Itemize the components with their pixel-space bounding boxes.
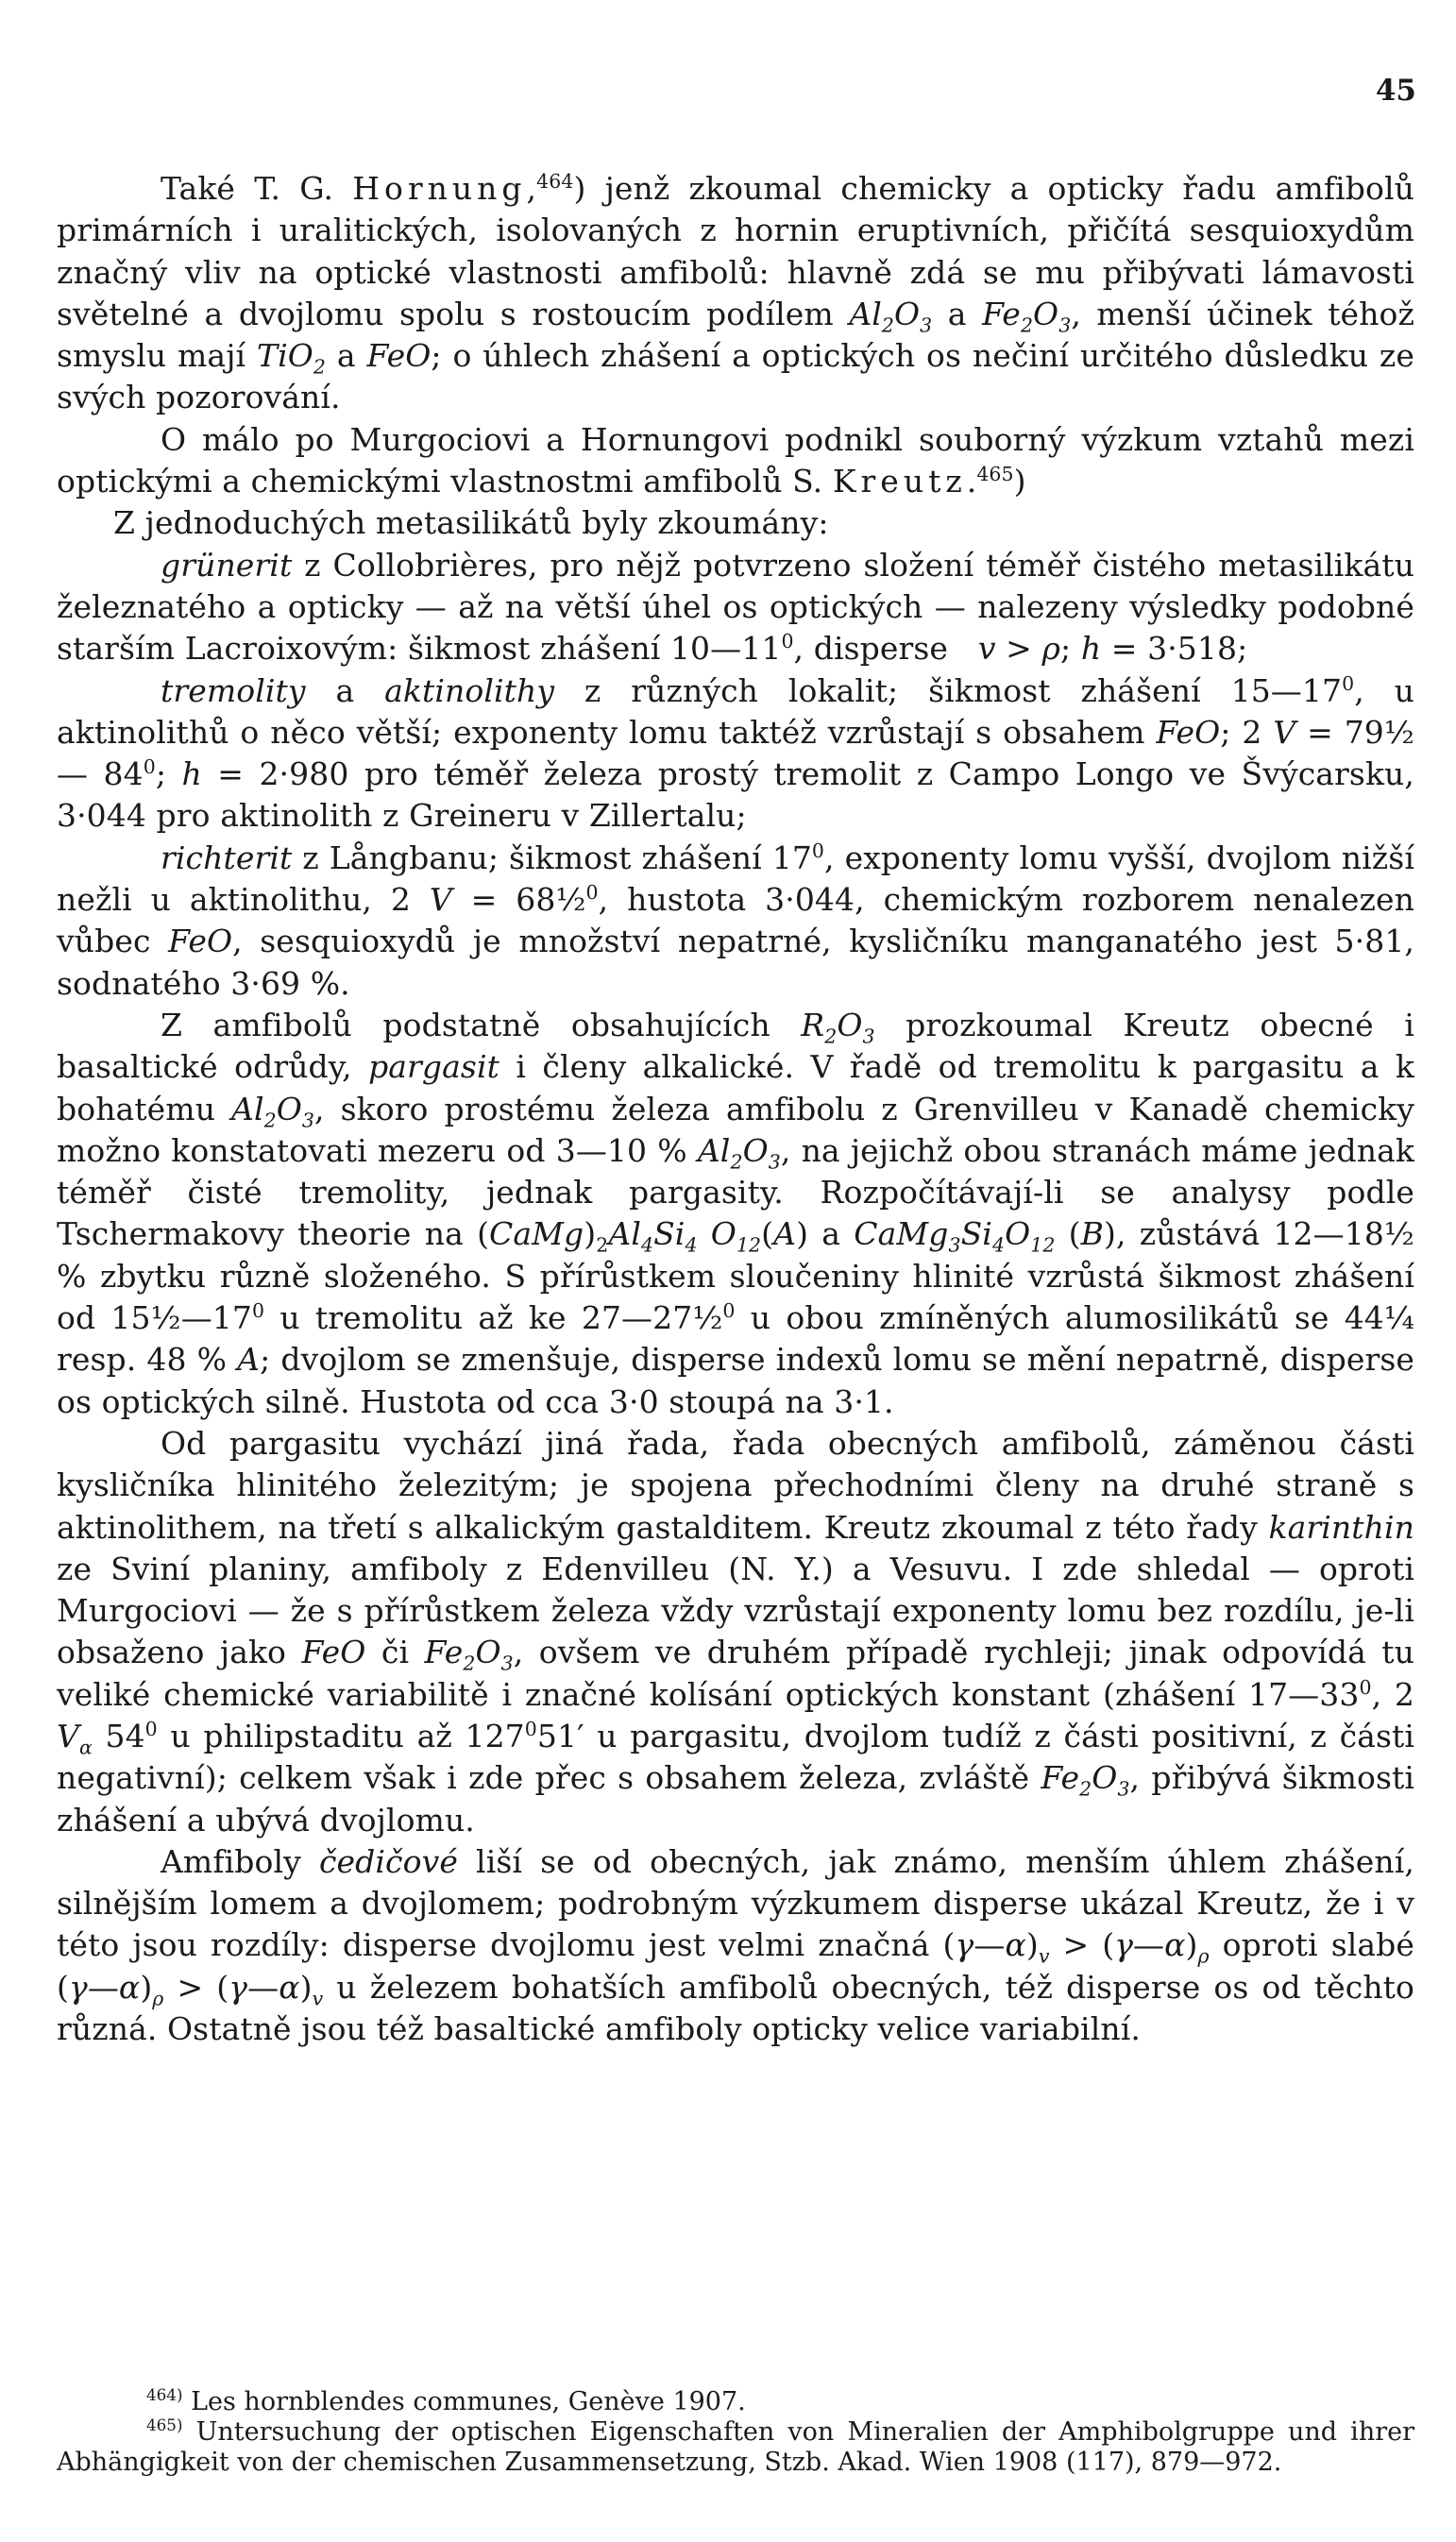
footnote-mark: 464) — [146, 2385, 183, 2404]
paragraph-tremolity: tremolity a aktinolithy z různých lokalit; šikmost zhášení $15—17^0$, u aktinolithů o něco větší; exponenty lomu taktéž vzrůstají s obsahem FeO; 2 V = 79½ — $84^0$; h = 2·980 pro téměř železa prostý tremolit z Campo Longo ve Švýcarsku, 3·044 pro aktinolith z Greineru v Zillertalu; — [57, 671, 1414, 835]
footnote-465 — [57, 2417, 1414, 2478]
paragraph-metasilikaty: Z jednoduchých metasilikátů byly zkoumány: — [113, 504, 829, 542]
footnote-text: Les hornblendes communes, Genève 1907. — [191, 2387, 746, 2416]
footnotes — [57, 2387, 1414, 2478]
body-text — [57, 168, 1414, 2050]
footnote-mark: 465) — [146, 2415, 183, 2434]
paragraph-hornung: Také T. G. Hornung,$^{464}$) jenž zkoumal chemicky a opticky řadu amfibolů primárních i uralitických, isolovaných z hornin eruptivních, přičítá sesquioxydům značný vliv na optické vlastnosti amfibolů: hlavně zdá se mu přibývati lámavosti světelné a dvojlomu spolu s rostoucím podílem $Al_2O_3$ a $Fe_2O_3$, menší účinek téhož smyslu mají TiO$_2$ a FeO; o úhlech zhášení a optických os nečiní určitého důsledku ze svých pozorování. — [57, 170, 1415, 416]
page-number: 45 — [1375, 74, 1416, 108]
paragraph-pargasit: Z amfibolů podstatně obsahujících $R_2O_3$ prozkoumal Kreutz obecné i basaltické odrůdy, pargasit i členy alkalické. V řadě od tremolitu k pargasitu a k bohatému $Al_2O_3$, skoro prostému železa amfibolu z Grenvilleu v Kanadě chemicky možno konstatovati mezeru od 3—10 % $Al_2O_3$, na jejichž obou stranách máme jednak téměř čisté tremolity, jednak pargasity. Rozpočítávají-li se analysy podle Tschermakovy theorie na $(CaMg)_2Al_4Si_4$ $O_{12}(A)$ a $CaMg_3Si_4O_{12}$ (B), zůstává 12—18½ % zbytku různě složeného. S přírůstkem sloučeniny hlinité vzrůstá šikmost zhášení od $15\frac{1}{2}—17^0$ u tremolitu až ke 27—27½$^0$ u obou zmíněných alumosilikátů se 44¼ resp. 48 % A; dvojlom se zmenšuje, disperse indexů lomu se mění nepatrně, disperse os optických silně. Hustota od cca 3·0 stoupá na 3·1. — [57, 1006, 1415, 1420]
paragraph-cedicove: Amfiboly čedičové liší se od obecných, jak známo, menším úhlem zhášení, silnějším lomem a dvojlomem; podrobným výzkumem disperse ukázal Kreutz, že i v této jsou rozdíly: disperse dvojlomu jest velmi značná $(\gamma—\alpha)_v$ > $(\gamma—\alpha)_\rho$ oproti slabé $(\gamma—\alpha)_\rho$ > $(\gamma—\alpha)_v$ u železem bohatších amfibolů obecných, též disperse os od těchto různá. Ostatně jsou též basaltické amfiboly opticky velice variabilní. — [57, 1842, 1415, 2048]
footnote-text: Untersuchung der optischen Eigenschaften von Mineralien der Amphibolgruppe und ihrer Abhängigkeit von der chemischen Zusammensetzung, Stzb. Akad. Wien 1908 (117), 879—972. — [57, 2417, 1415, 2477]
paragraph-obecne-amfiboly: Od pargasitu vychází jiná řada, řada obecných amfibolů, záměnou části kysličníka hlinitého železitým; je spojena přechodními členy na druhé straně s aktinolithem, na třetí s alkalickým gastalditem. Kreutz zkoumal z této řady karinthin ze Sviní planiny, amfiboly z Edenvilleu (N. Y.) a Vesuvu. I zde shledal — oproti Murgociovi — že s přírůstkem železa vždy vzrůstají exponenty lomu bez rozdílu, je-li obsaženo jako FeO či $Fe_2O_3$, ovšem ve druhém případě rychleji; jinak odpovídá tu veliké chemické variabilitě i značné kolísání optických konstant (zhášení $17—33^0$, 2 $V_\alpha$ $54^0$ u philipstaditu až $127^051'$ u pargasitu, dvojlom tudíž z části positivní, z části negativní); celkem však i zde přec s obsahem železa, zvláště $Fe_2O_3$, přibývá šikmosti zhášení a ubývá dvojlomu. — [57, 1424, 1415, 1839]
paragraph-richterit: richterit z Långbanu; šikmost zhášení $17^0$, exponenty lomu vyšší, dvojlom nižší nežli u aktinolithu, 2 V = 68½$^0$, hustota 3·044, chemickým rozborem nenalezen vůbec FeO, sesquioxydů je množství nepatrné, kysličníku manganatého jest 5·81, sodnatého 3·69 %. — [57, 839, 1414, 1002]
paragraph-grunerit: grünerit z Collobrières, pro nějž potvrzeno složení téměř čistého metasilikátu železnatého a opticky — až na větší úhel os optických — nalezeny výsledky podobné starším Lacroixovým: šikmost zhášení $10—11^0$, disperse v > ρ; h = 3·518; — [57, 546, 1414, 668]
footnote-464 — [57, 2387, 1414, 2417]
paragraph-kreutz-intro: O málo po Murgociovi a Hornungovi podnikl souborný výzkum vztahů mezi optickými a chemickými vlastnostmi amfibolů S. Kreutz.$^{465}$) — [57, 420, 1414, 500]
